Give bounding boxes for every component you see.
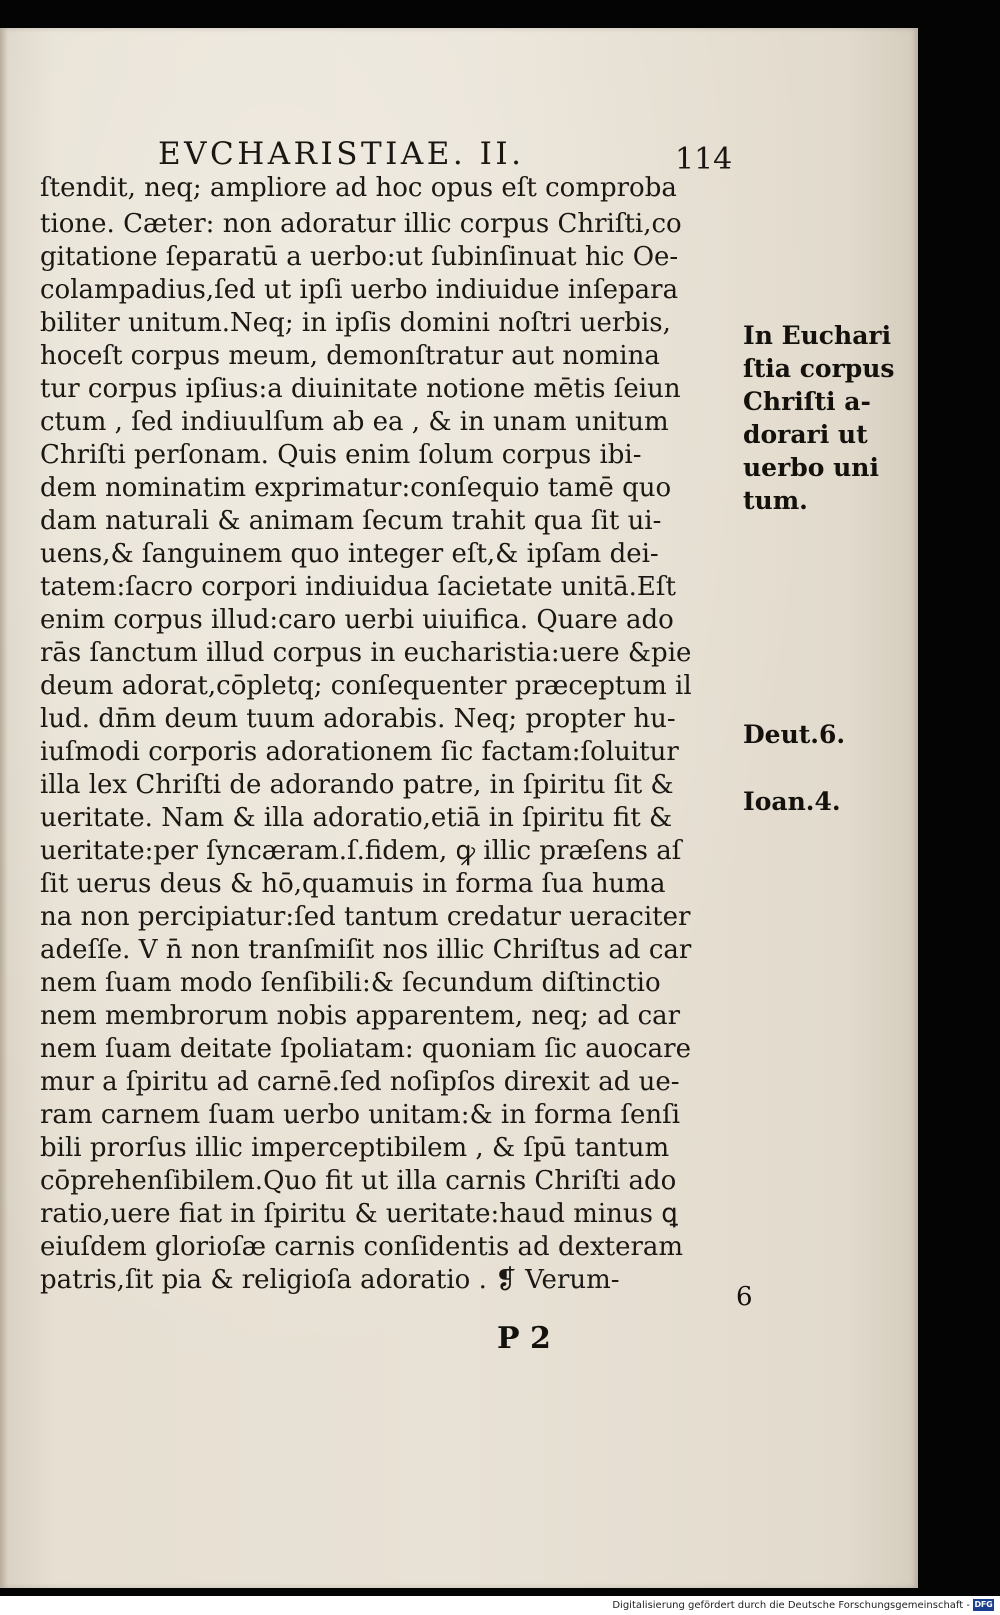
text-line: rās ſanctum illud corpus in eucharistia:uere &pie [40, 638, 692, 668]
text-line: bili prorſus illic imperceptibilem , & ſpū tantum [40, 1133, 670, 1163]
text-line: adeſſe. V n̄ non tranſmiſit nos illic Chriſtus ad car [40, 935, 692, 965]
margin-note-line: Chriſti a- [743, 387, 871, 416]
text-line: cōprehenſibilem.Quo fit ut illa carnis Chriſti ado [40, 1166, 677, 1196]
margin-note-line: In Euchari [743, 321, 892, 350]
text-line: patris,ſit pia & religioſa adoratio . ❡ Verum- [40, 1265, 620, 1295]
text-line: deum adorat,cōpletq; conſequenter præceptum il [40, 671, 692, 701]
text-line: nem membrorum nobis apparentem, neq; ad car [40, 1001, 681, 1031]
text-line: tur corpus ipſius:a diuinitate notione mētis ſeiun [40, 374, 681, 404]
text-line: nem ſuam deitate ſpoliatam: quoniam ſic auocare [40, 1034, 691, 1064]
dfg-logo-icon: DFG [974, 1600, 993, 1609]
margin-note-ioan: Ioan.4. [743, 787, 841, 816]
margin-note-line: ſtia corpus [743, 354, 895, 383]
running-head: EVCHARISTIAE. II. [158, 136, 525, 172]
margin-note-deut: Deut.6. [743, 720, 846, 749]
page-gutter-shadow [0, 28, 8, 1588]
text-line: na non percipiatur:ſed tantum credatur ueraciter [40, 902, 691, 932]
text-line: ſit uerus deus & hō,quamuis in forma ſua huma [40, 869, 666, 899]
margin-note-line: uerbo uni [743, 453, 879, 482]
text-line: mur a ſpiritu ad carnē.ſed noſipſos direxit ad ue- [40, 1067, 680, 1097]
text-line: biliter unitum.Neq; in ipſis domini noſtri uerbis, [40, 308, 671, 338]
text-line: dem nominatim exprimatur:conſequio tamē quo [40, 473, 672, 503]
text-line: enim corpus illud:caro uerbi uiuifica. Quare ado [40, 605, 674, 635]
text-line: lud. dn̄m deum tuum adorabis. Neq; propter hu- [40, 704, 676, 734]
footer-credit: Digitalisierung gefördert durch die Deutsche Forschungsgemeinschaft - [612, 1600, 970, 1611]
text-line: iuſmodi corporis adorationem ſic factam:ſoluitur [40, 737, 679, 767]
catchword-number: 6 [736, 1282, 753, 1312]
text-line: illa lex Chriſti de adorando patre, in ſpiritu ſit & [40, 770, 674, 800]
text-line: ſtendit, neq; ampliore ad hoc opus eſt comproba [40, 173, 677, 203]
text-line: ueritate:per ſyncæram.ſ.fidem, ꝙ illic præſens aſ [40, 836, 682, 866]
text-line: tatem:ſacro corpori indiuidua ſacietate unitā.Eſt [40, 572, 676, 602]
margin-note-line: tum. [743, 486, 808, 515]
text-line: colampadius,ſed ut ipſi uerbo indiuidue inſepara [40, 275, 679, 305]
text-line: Chriſti perſonam. Quis enim ſolum corpus ibi- [40, 440, 642, 470]
text-line: dam naturali & animam ſecum trahit qua ſit ui- [40, 506, 662, 536]
text-line: ctum , ſed indiuulſum ab ea , & in unam unitum [40, 407, 669, 437]
margin-note-line: dorari ut [743, 420, 868, 449]
text-line: eiuſdem glorioſæ carnis conſidentis ad dexteram [40, 1232, 684, 1262]
text-line: uens,& ſanguinem quo integer eſt,& ipſam dei- [40, 539, 659, 569]
text-line: tione. Cæter: non adoratur illic corpus Chriſti,co [40, 209, 682, 239]
text-line: ueritate. Nam & illa adoratio,etiā in ſpiritu fit & [40, 803, 673, 833]
signature-mark: P 2 [497, 1321, 551, 1356]
folio-number: 114 [675, 142, 733, 177]
text-line: ram carnem ſuam uerbo unitam:& in forma ſenſi [40, 1100, 681, 1130]
text-line: ratio,uere fiat in ſpiritu & ueritate:haud minus ꝗ [40, 1199, 678, 1229]
text-line: gitatione ſeparatū a uerbo:ut ſubinſinuat hic Oe- [40, 242, 679, 272]
text-line: hoceſt corpus meum, demonſtratur aut nomina [40, 341, 660, 371]
text-line: nem ſuam modo ſenſibili:& ſecundum diſtinctio [40, 968, 661, 998]
